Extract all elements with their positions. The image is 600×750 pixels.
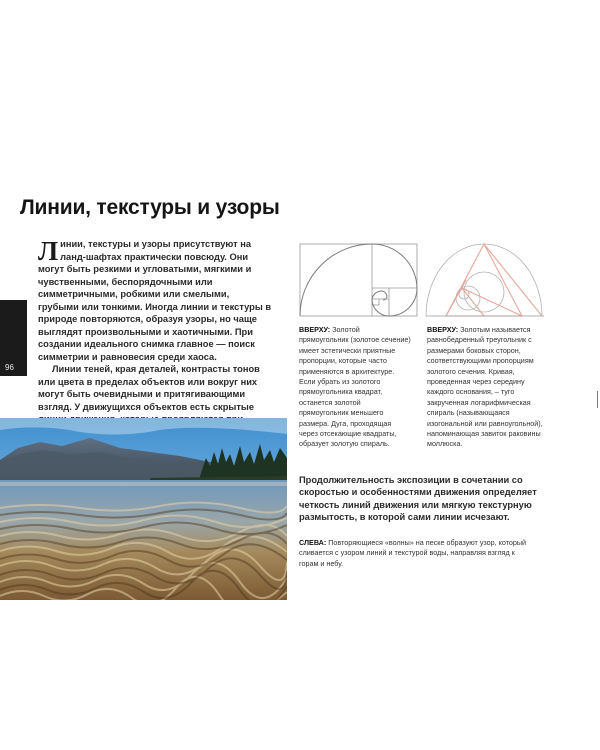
lake-landscape-photo <box>0 418 287 600</box>
body-paragraph-1 <box>38 238 272 363</box>
landscape-image <box>0 418 287 600</box>
body-text <box>38 238 272 438</box>
caption-lead: СЛЕВА: <box>299 538 327 547</box>
caption-text: Золотым называется равнобедренный треугольник с размерами боковых сторон, соответствующими пропорциям золотого сечения. Кривая, проведенная через середину каждого основания, – туго закрученная логарифмическая спираль (называющаяся изогональной или равноугольной), напоминающая завиток раковины моллюска. <box>427 325 543 449</box>
caption-golden-rectangle <box>299 325 411 450</box>
page-title: Линии, текстуры и узоры <box>20 196 280 219</box>
golden-rectangle-drawing <box>299 236 419 319</box>
golden-triangle-drawing <box>424 236 546 322</box>
caption-photo <box>299 538 529 569</box>
drop-cap: Л <box>38 236 59 266</box>
golden-rectangle-diagram <box>299 236 419 319</box>
caption-lead: ВВЕРХУ: <box>299 325 331 334</box>
page-number: 96 <box>5 363 14 372</box>
exposure-paragraph: Продолжительность экспозиции в сочетании со скоростью и особенностями движения определяет четкость линий движения или мягкую текстурную размытость, в которой сами линии исчезают. <box>299 475 537 522</box>
caption-lead: ВВЕРХУ: <box>427 325 459 334</box>
body-paragraph-1-text: инии, текстуры и узоры присутствуют на ланд-шафтах практически повсюду. Они могут быть резкими и угловатыми, мягкими и чувственными, беспорядочными или симметричными, робкими или смелыми, грубыми или тонкими. Иногда линии и текстуры в природе повторяются, образуя узоры, но чаще выглядят произвольными и хаотичными. При создании идеального снимка главное — поиск симметрии и равновесия среди хаоса. <box>38 239 272 362</box>
page-edge-mark <box>597 391 598 408</box>
caption-golden-triangle <box>427 325 543 450</box>
caption-text: Повторяющиеся «волны» на песке образуют узор, который сливается с узором линий и текстурой воды, направляя взгляд к горам и небу. <box>299 538 527 568</box>
golden-triangle-diagram <box>424 236 546 322</box>
caption-text: Золотой прямоугольник (золотое сечение) имеет эстетически приятные пропорции, которые часто применяются в архитектуре. Если убрать из золотого прямоугольника квадрат, останется золотой прямоугольник меньшего размера. Дуга, проходящая через отсекающие квадраты, образует золотую спираль. <box>299 325 411 449</box>
body-paragraph-2: Линии теней, края деталей, контрасты тонов или цвета в пределах объектов или вокруг них могут быть очевидными и притягивающими взгляд. У движущихся объектов есть скрытые <box>38 364 260 412</box>
